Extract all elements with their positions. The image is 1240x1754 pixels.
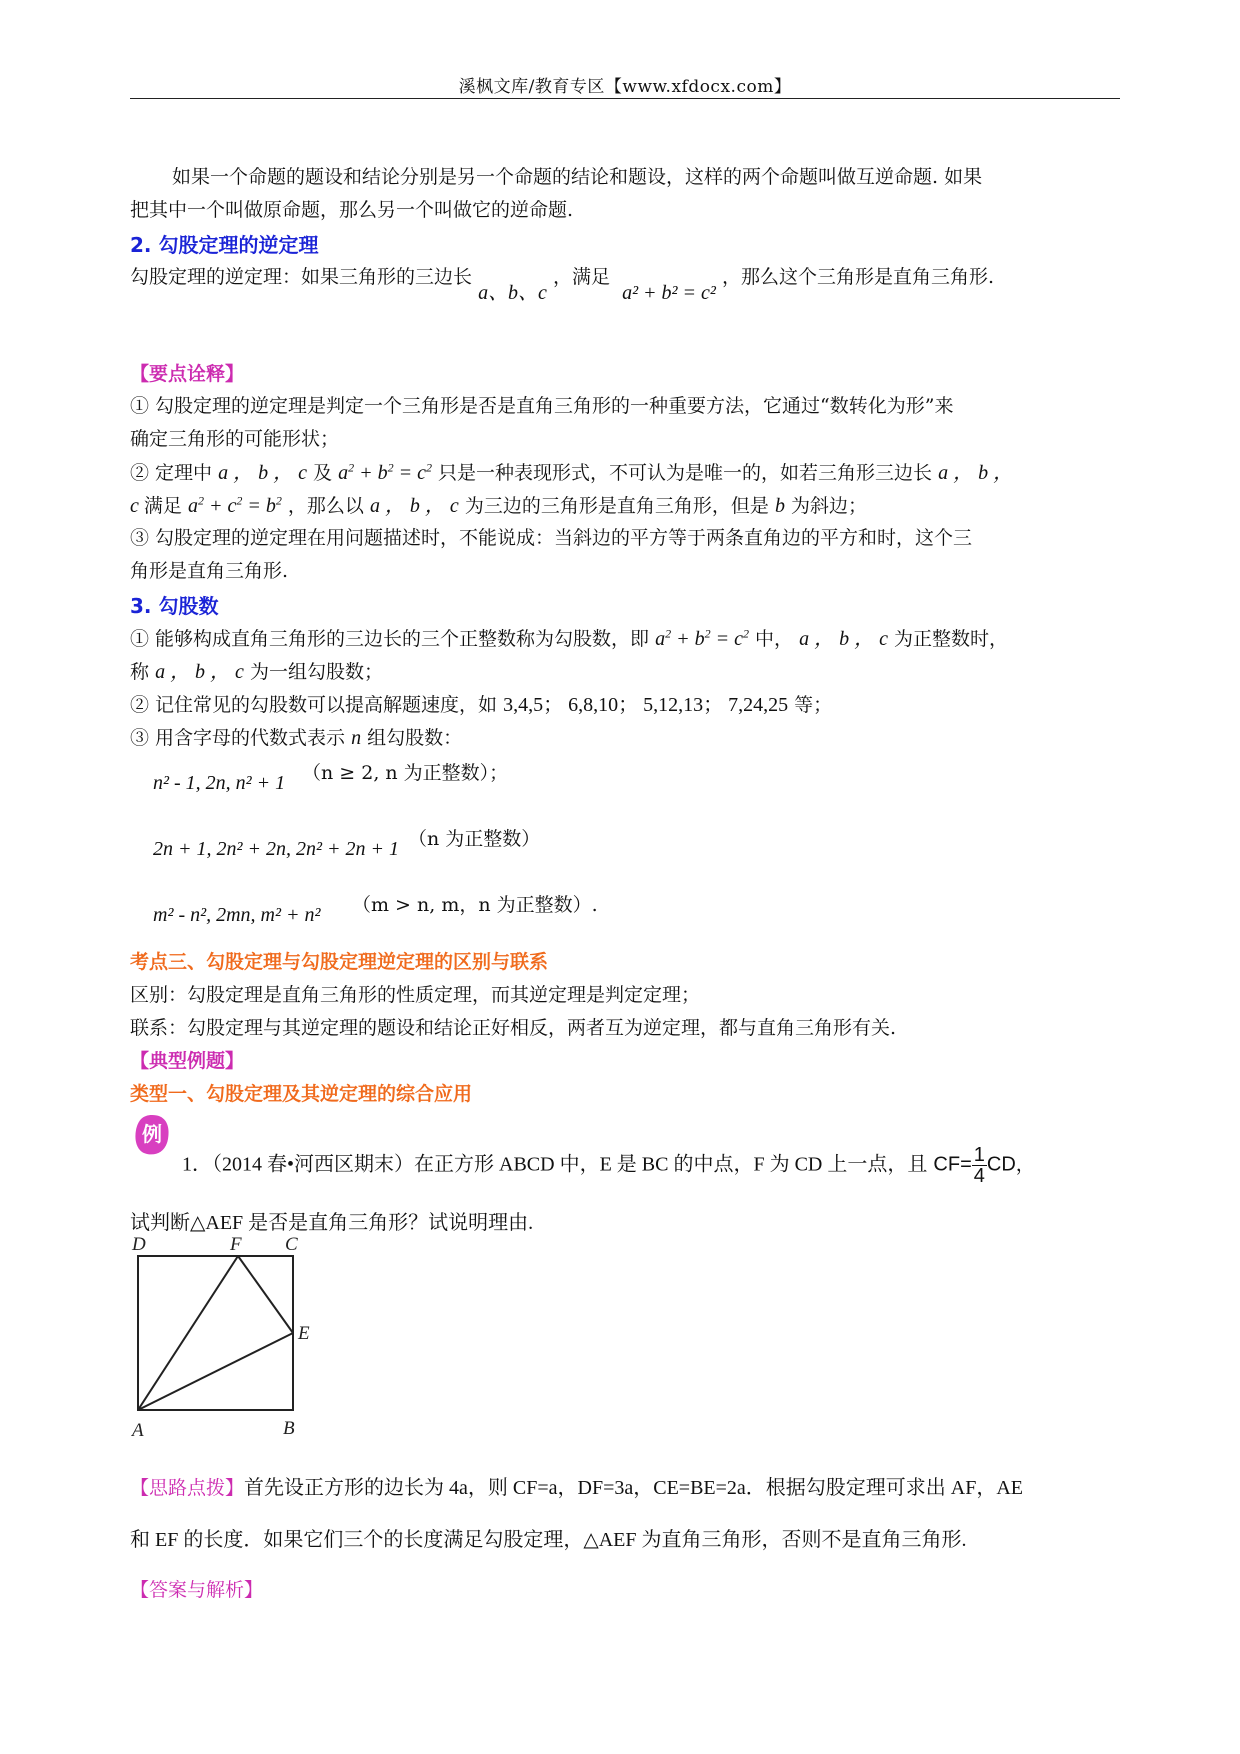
- label-b: B: [283, 1418, 295, 1439]
- kaodian3-title: 考点三、勾股定理与勾股定理逆定理的区别与联系: [130, 951, 549, 973]
- hint-line-2: 和 EF 的长度．如果它们三个的长度满足勾股定理，△AEF 为直角三角形，否则不是直角三角形.: [130, 1529, 967, 1551]
- s3-text-b: 中，: [755, 628, 794, 650]
- answer-label: 【答案与解析】: [130, 1579, 264, 1601]
- section2-statement: [130, 264, 995, 304]
- section2-text-b: ，满足: [553, 266, 611, 288]
- section2-text-a: 勾股定理的逆定理：如果三角形的三边长: [130, 266, 473, 288]
- kp2-text-f: 为三边的三角形是直角三角形，但是: [464, 495, 769, 517]
- s3-p2-text: ② 记住常见的勾股数可以提高解题速度，如: [130, 694, 498, 716]
- s3-letters-2: a ， b ， c: [155, 661, 244, 683]
- formula-3: m² - n², 2mn, m² + n²: [153, 904, 321, 926]
- key-point-3-line-2: 角形是直角三角形.: [130, 560, 289, 582]
- page-header: 溪枫文库/教育专区【www.xfdocx.com】: [458, 77, 792, 97]
- s3-letters-1: a ， b ， c: [799, 628, 888, 650]
- hint-text-1: 首先设正方形的边长为 4a，则 CF=a，DF=3a，CE=BE=2a．根据勾股定理可求出 AF，AE: [244, 1477, 1024, 1499]
- kp2-formula-1: $a^2 + b^2 = c^2$: [338, 460, 432, 484]
- label-c: C: [285, 1236, 298, 1255]
- segment-af: [138, 1256, 238, 1410]
- fraction-one-quarter: [972, 1145, 987, 1186]
- formula-3-condition: （m > n, m，n 为正整数）.: [352, 894, 598, 916]
- frac-right: CD: [986, 1153, 1016, 1176]
- section3-p2: [130, 692, 832, 718]
- key-point-1-line-1: ① 勾股定理的逆定理是判定一个三角形是否是直角三角形的一种重要方法，它通过“数转化为形”来: [130, 395, 954, 417]
- section2-formula: a² + b² = c²: [622, 282, 716, 304]
- frac-left: CF=: [933, 1153, 972, 1176]
- section3-title: 3. 勾股数: [130, 594, 219, 618]
- label-a: A: [132, 1420, 144, 1441]
- intro-line-1: 如果一个命题的题设和结论分别是另一个命题的结论和题设，这样的两个命题叫做互逆命题. 如果: [172, 166, 983, 188]
- segment-ae: [138, 1333, 293, 1410]
- kp2-text-c: 只是一种表现形式，不可认为是唯一的，如若三角形三边长: [438, 462, 933, 484]
- intro-line-2: 把其中一个叫做原命题，那么另一个叫做它的逆命题.: [130, 199, 574, 221]
- formula-1: n² - 1, 2n, n² + 1: [153, 772, 286, 794]
- hint-label: 【思路点拨】: [130, 1477, 245, 1499]
- kp2-text-a: ② 定理中: [130, 462, 213, 484]
- segment-ef: [238, 1256, 293, 1333]
- examples-title: 【典型例题】: [130, 1050, 245, 1072]
- section2-sides: a、b、c: [478, 282, 547, 304]
- s3-text-d: 称: [130, 661, 150, 683]
- s3-text-c: 为正整数时，: [894, 628, 1009, 650]
- key-point-2-line-2: [130, 493, 867, 519]
- section2-text-c: ，那么这个三角形是直角三角形.: [721, 266, 995, 288]
- key-point-1-line-2: 确定三角形的可能形状；: [130, 428, 340, 450]
- s3-letter-n: n: [351, 727, 362, 749]
- kp2-letters-3: a ， b ， c: [369, 495, 459, 517]
- formula-2: 2n + 1, 2n² + 2n, 2n² + 2n + 1: [153, 838, 399, 860]
- label-e: E: [298, 1323, 310, 1344]
- s3-text-e: 为一组勾股数；: [250, 661, 384, 683]
- example-badge-text: 例: [142, 1122, 162, 1146]
- example-question-line-1: [182, 1145, 1035, 1186]
- s3-p3-text-b: 组勾股数：: [367, 727, 463, 749]
- s3-p3-text-a: ③ 用含字母的代数式表示: [130, 727, 346, 749]
- section3-p1-line-1: [130, 626, 1008, 652]
- formula-1-condition: （n ≥ 2, n 为正整数）；: [302, 762, 509, 784]
- s3-formula: $a^2 + b^2 = c^2$: [655, 626, 749, 650]
- example-question-line-2: 试判断△AEF 是否是直角三角形？试说明理由.: [130, 1212, 534, 1234]
- kp2-text-d: 满足: [143, 495, 182, 517]
- kp2-text-g: 为斜边；: [790, 495, 867, 517]
- example-type-1: 类型一、勾股定理及其逆定理的综合应用: [130, 1083, 473, 1105]
- header-divider: [130, 98, 1120, 99]
- s3-text-a: ① 能够构成直角三角形的三边长的三个正整数称为勾股数，即: [130, 628, 650, 650]
- square-abcd-figure: [120, 1236, 340, 1446]
- label-f: F: [230, 1236, 242, 1255]
- hint-line-1: [130, 1475, 1023, 1501]
- key-point-2-line-1: [130, 460, 1013, 486]
- fraction-numerator: 1: [973, 1144, 985, 1166]
- section2-title: 2. 勾股定理的逆定理: [130, 233, 319, 257]
- kp2-letters-1: a ， b ， c: [218, 462, 307, 484]
- kp2-letter-b: b: [774, 495, 785, 517]
- kp2-letter-c: c: [130, 495, 144, 517]
- kp2-formula-2: $a^2 + c^2 = b^2$: [187, 493, 282, 517]
- formula-2-condition: （n 为正整数）: [408, 828, 541, 850]
- example-badge-icon: [133, 1113, 171, 1157]
- kaodian3-connection: 联系：勾股定理与其逆定理的题设和结论正好相反，两者互为逆定理，都与直角三角形有关.: [130, 1017, 897, 1039]
- label-d: D: [132, 1236, 146, 1255]
- square-abcd: [138, 1256, 293, 1410]
- key-point-3-line-1: ③ 勾股定理的逆定理在用问题描述时，不能说成：当斜边的平方等于两条直角边的平方和时，这个三: [130, 527, 973, 549]
- kaodian3-difference: 区别：勾股定理是直角三角形的性质定理，而其逆定理是判定定理；: [130, 984, 701, 1006]
- s3-p2-end: 等；: [794, 694, 833, 716]
- kp2-text-e: ，那么以: [287, 495, 364, 517]
- question-comma: ，: [1015, 1153, 1035, 1176]
- section3-p3: [130, 725, 462, 751]
- pythagorean-triples: 3,4,5； 6,8,10； 5,12,13； 7,24,25: [503, 694, 789, 716]
- section3-p1-line-2: [130, 659, 383, 685]
- question-text: 1．（2014 春•河西区期末）在正方形 ABCD 中，E 是 BC 的中点，F 为 CD 上一点，且: [182, 1153, 928, 1176]
- kp2-letters-2: a ， b ，: [938, 462, 1014, 484]
- key-points-title: 【要点诠释】: [130, 363, 245, 385]
- kp2-text-b: 及: [313, 462, 333, 484]
- fraction-denominator: 4: [973, 1165, 985, 1187]
